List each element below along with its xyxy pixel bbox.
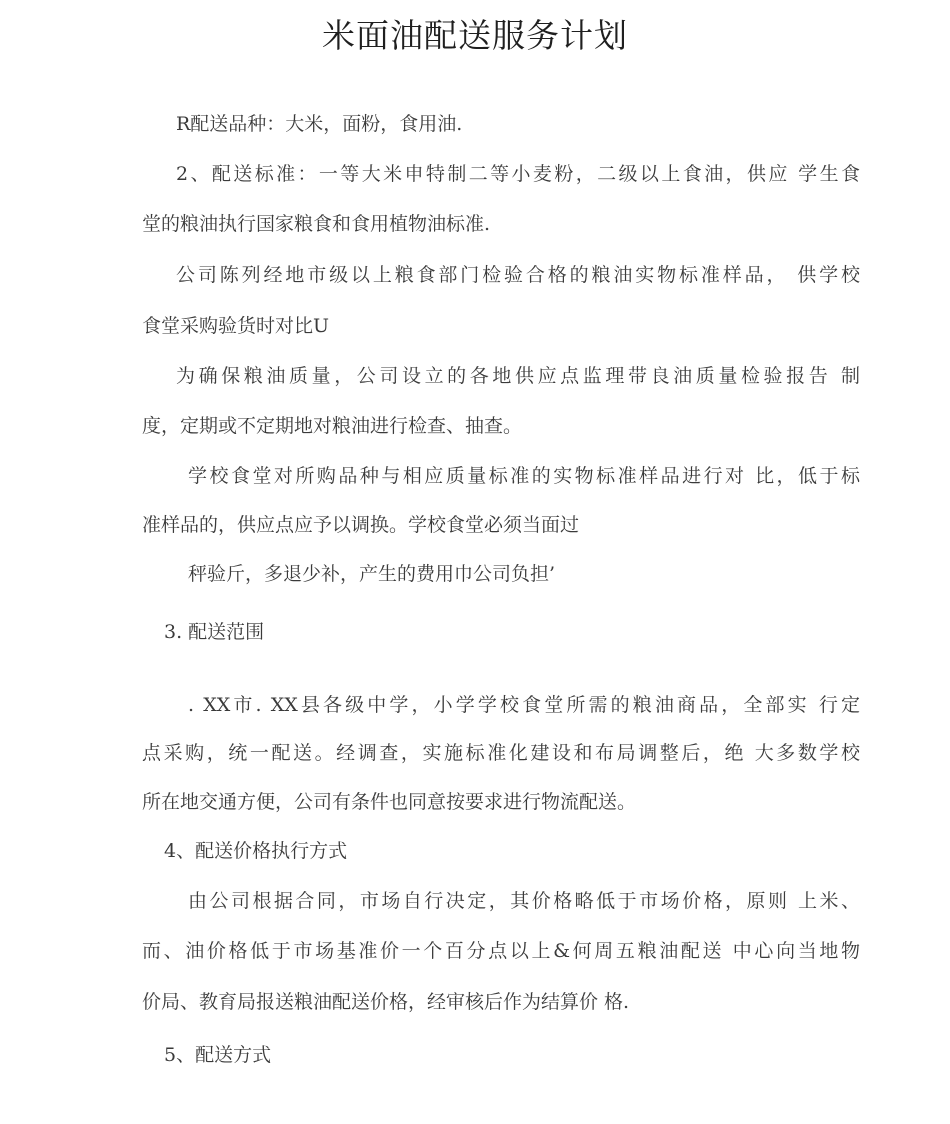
section-heading-5: 5、配送方式 <box>164 1044 272 1066</box>
section-heading-3: 3. 配送范围 <box>164 621 265 643</box>
section-heading-4: 4、配送价格执行方式 <box>164 840 348 862</box>
paragraph-line-16: 由公司根据合同，市场自行决定，其价格略低于市场价格，原则 上米、 <box>188 890 860 912</box>
paragraph-line-7: 度，定期或不定期地对粮油进行检查、抽查。 <box>142 415 523 437</box>
paragraph-line-9: 准样品的，供应点应予以调换。学校食堂必须当面过 <box>142 514 580 536</box>
paragraph-line-3: 堂的粮油执行国家粮食和食用植物油标准. <box>142 213 491 235</box>
paragraph-line-12: . XX市. XX县各级中学，小学学校食堂所需的粮油商品，全部实 行定 <box>188 694 860 716</box>
paragraph-line-18: 价局、教育局报送粮油配送价格，经审核后作为结算价 格. <box>142 991 630 1013</box>
paragraph-line-14: 所在地交通方便，公司有条件也同意按要求进行物流配送。 <box>142 791 637 813</box>
paragraph-line-13: 点采购，统一配送。经调查，实施标准化建设和布局调整后，绝 大多数学校 <box>142 742 860 764</box>
paragraph-line-6: 为确保粮油质量，公司设立的各地供应点监理带良油质量检验报告 制 <box>176 365 860 387</box>
paragraph-line-17: 而、油价格低于市场基准价一个百分点以上&何周五粮油配送 中心向当地物 <box>142 940 860 962</box>
paragraph-line-5: 食堂采购验货时对比U <box>142 315 330 337</box>
paragraph-line-4: 公司陈列经地市级以上粮食部门检验合格的粮油实物标准样品， 供学校 <box>176 264 860 286</box>
paragraph-line-2: 2、配送标准：一等大米申特制二等小麦粉，二级以上食油，供应 学生食 <box>176 163 860 185</box>
paragraph-line-1: R配送品种：大米，面粉，食用油. <box>176 113 463 135</box>
paragraph-line-10: 秤验斤，多退少补，产生的费用巾公司负担’ <box>188 563 556 585</box>
document-title: 米面油配送服务计划 <box>322 16 628 55</box>
paragraph-line-8: 学校食堂对所购品种与相应质量标准的实物标准样品进行对 比，低于标 <box>188 465 860 487</box>
